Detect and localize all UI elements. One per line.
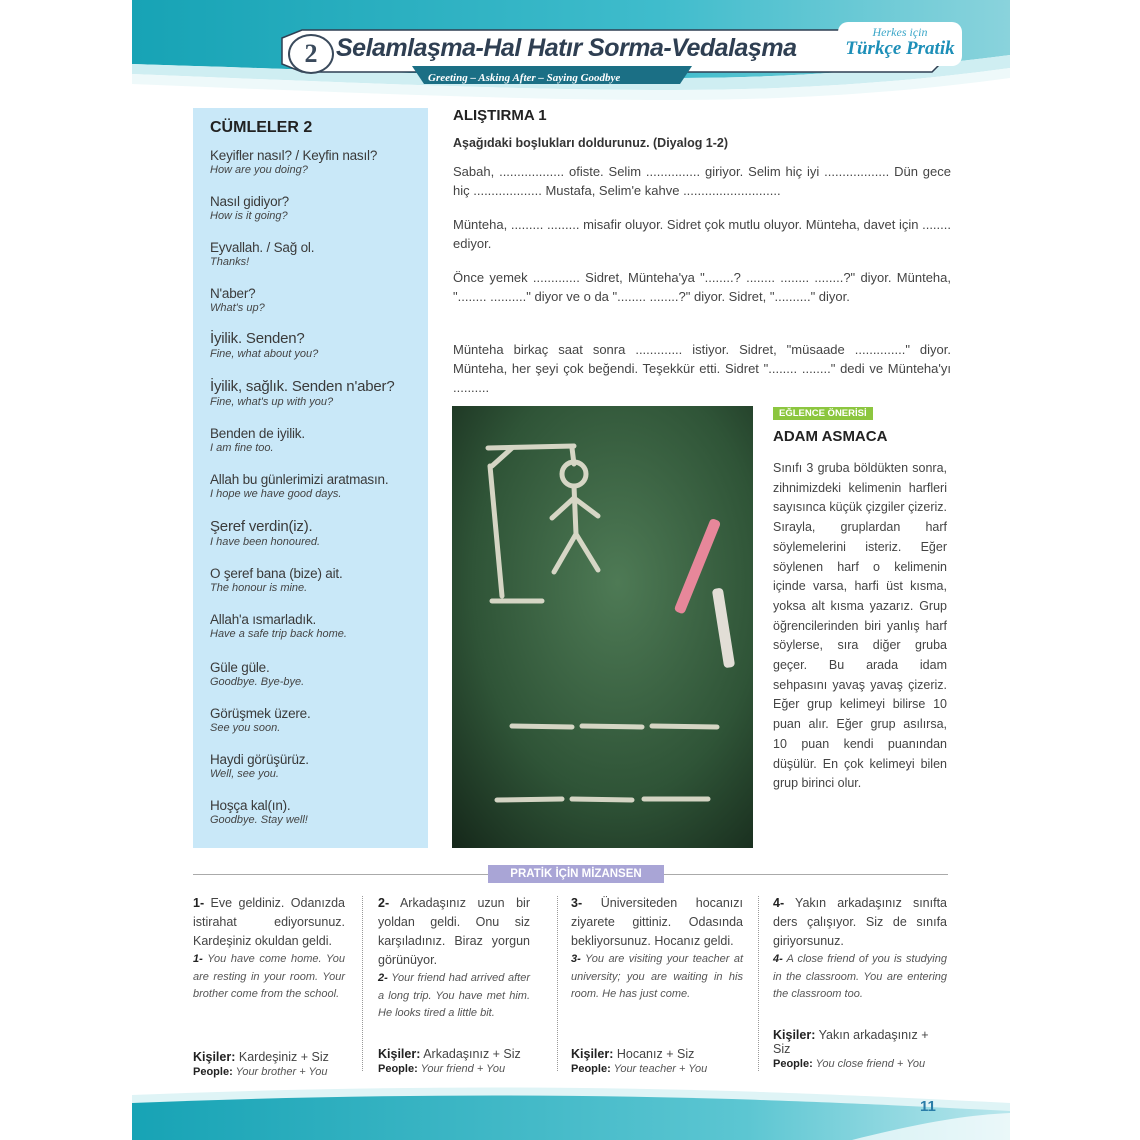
people-label-en: People: [193,1066,233,1078]
scene-en-number: 2- [378,972,388,984]
people-label-en: People: [378,1063,418,1075]
exercise-instruction: Aşağıdaki boşlukları doldurunuz. (Diyalog 1-2) [453,136,729,150]
phrase-turkish: Hoşça kal(ın). [210,798,291,813]
phrase-english: Goodbye. Bye-bye. [210,676,305,688]
scene-number: 2- [378,896,390,910]
phrase-english: What's up? [210,302,265,314]
phrase-turkish: İyilik, sağlık. Senden n'aber? [210,378,395,395]
phrase-turkish: Şeref verdin(iz). [210,518,313,535]
people-english: Your friend + You [420,1063,506,1075]
people-turkish: Kardeşiniz + Siz [238,1050,329,1064]
page-number: 11 [920,1098,936,1115]
exercise-paragraph: Münteha, ......... ......... misafir oluyor. Sidret çok mutlu oluyor. Münteha, davet için ........ ediyor. [453,217,951,251]
phrase-english: Goodbye. Stay well! [210,814,308,826]
phrase-turkish: Güle güle. [210,660,270,675]
phrase-item [210,286,265,314]
exercise-paragraph: Münteha birkaç saat sonra ............. istiyor. Sidret, "müsaade .............." diyor. Münteha, her şeyi çok beğendi. Teşekkür etti. Sidret "........ ........" dedi ve Münteha'yı .......... [453,342,951,395]
people-english: Your teacher + You [613,1063,708,1075]
phrase-english: Have a safe trip back home. [210,628,347,640]
phrase-item [210,194,289,222]
phrase-turkish: Allah bu günlerimizi aratmasın. [210,472,389,487]
footer-wave-graphic [132,1085,1010,1140]
column-divider [557,896,559,1071]
scene-english: A close friend of you is studying in the classroom. You are entering the classroom too. [773,953,947,1000]
people-label-tr: Kişiler: [193,1050,236,1064]
phrase-turkish: Eyvallah. / Sağ ol. [210,240,315,255]
phrase-english: I am fine too. [210,442,274,454]
phrase-item [210,798,308,826]
phrase-item [210,426,305,454]
scene-item [571,894,743,1004]
scene-item [773,894,947,1004]
phrase-english: Fine, what's up with you? [210,396,334,408]
phrase-turkish: Görüşmek üzere. [210,706,311,721]
phrases-panel [193,108,428,848]
scene-item [378,894,530,1023]
phrase-item [210,566,343,594]
phrase-english: Fine, what about you? [210,348,319,360]
people-turkish: Hocanız + Siz [616,1047,695,1061]
phrase-item [210,518,320,548]
phrase-item [210,472,388,500]
fun-title: ADAM ASMACA [773,428,888,445]
people-label-tr: Kişiler: [773,1028,816,1042]
scene-en-number: 1- [193,953,203,965]
brand-logo [838,22,962,66]
scene-people [193,1050,329,1078]
scenes-title: PRATİK İÇİN MİZANSEN [488,865,664,883]
brand-line2: Türkçe Pratik [845,38,955,59]
phrase-item [210,612,347,640]
phrase-turkish: O şeref bana (bize) ait. [210,566,343,581]
phrase-english: Well, see you. [210,768,279,780]
phrase-english: I have been honoured. [210,536,321,548]
chapter-number: 2 [288,34,334,74]
phrase-english: Thanks! [210,256,250,268]
people-turkish: Yakın arkadaşınız + Siz [773,1028,929,1056]
fun-badge: EĞLENCE ÖNERİSİ [773,407,873,420]
phrase-turkish: Benden de iyilik. [210,426,305,441]
people-english: Your brother + You [235,1066,328,1078]
scene-number: 1- [193,896,205,910]
scene-turkish: Arkadaşınız uzun bir yoldan geldi. Onu siz karşıladınız. Biraz yorgun görünüyor. [378,896,530,967]
scene-english: You are visiting your teacher at university; you are waiting in his room. He has just come. [571,953,744,1000]
scene-turkish: Yakın arkadaşınız sınıfta ders çalışıyor. Siz de sınıfa giriyorsunuz. [773,896,947,948]
column-divider [758,896,760,1071]
phrase-english: I hope we have good days. [210,488,342,500]
scene-people [571,1047,707,1075]
people-english: You close friend + You [815,1058,926,1070]
chapter-subtitle: Greeting – Asking After – Saying Goodbye [428,72,621,84]
phrase-item [210,330,318,360]
exercise-paragraph: Sabah, .................. ofiste. Selim ............... giriyor. Selim hiç iyi .................. Dün gece hiç ................... Mustafa, Selim'e kahve ........................... [453,164,951,198]
scene-turkish: Üniversiteden hocanızı ziyarete gittiniz. Odasında bekliyorsunuz. Hocanız geldi. [571,896,743,948]
scene-people [773,1028,947,1070]
scene-en-number: 3- [571,953,581,965]
phrase-english: See you soon. [210,722,281,734]
phrase-english: How are you doing? [210,164,308,176]
scene-english: You have come home. You are resting in your room. Your brother come from the school. [193,953,346,1000]
phrase-item [210,240,314,268]
phrase-item [210,378,394,408]
phrase-item [210,660,304,688]
people-label-tr: Kişiler: [571,1047,614,1061]
brand-line1: Herkes için [872,25,928,39]
fun-text: Sınıfı 3 gruba böldükten sonra, zihnimizdeki kelimenin harfleri sayısınca küçük çizgiler çizeriz. Sırayla, gruplardan harf söylemelerini isteriz. Eğer söylenen harf o kelimenin içinde varsa, harfi üst kısma, yoksa alt kısma yazarız. Grup öğrencilerinden biri yanlış harf söylerse, sıra diğer gruba geçer. Bu arada idam sehpasını yavaş yavaş çizeriz. Eğer grup kelimeyi bilirse 10 puan alır. Eğer grup asılırsa, 10 puan kendi puanından düşülür. En çok kelimeyi bilen grup birinci olur. [773,461,947,791]
chapter-title: Selamlaşma-Hal Hatır Sorma-Vedalaşma [336,34,797,62]
phrase-turkish: İyilik. Senden? [210,330,305,347]
people-turkish: Arkadaşınız + Siz [423,1047,521,1061]
phrase-item [210,706,311,734]
scene-en-number: 4- [773,953,783,965]
scene-number: 3- [571,896,583,910]
hangman-chalkboard-photo [452,406,753,848]
column-divider [362,896,364,1071]
scene-english: Your friend had arrived after a long trip. You have met him. He looks tired a little bit. [378,972,531,1019]
scene-people [378,1047,521,1075]
phrase-turkish: Haydi görüşürüz. [210,752,309,767]
phrase-english: How is it going? [210,210,288,222]
people-label-en: People: [773,1058,813,1070]
phrase-turkish: Allah'a ısmarladık. [210,612,317,627]
phrases-title: CÜMLELER 2 [210,119,313,136]
phrase-item [210,148,377,176]
phrase-item [210,752,309,780]
scene-item [193,894,345,1004]
phrase-turkish: Keyifler nasıl? / Keyfin nasıl? [210,148,378,163]
phrase-english: The honour is mine. [210,582,308,594]
people-label-tr: Kişiler: [378,1047,421,1061]
phrase-turkish: N'aber? [210,286,256,301]
people-label-en: People: [571,1063,611,1075]
phrase-turkish: Nasıl gidiyor? [210,194,289,209]
scene-number: 4- [773,896,785,910]
scene-turkish: Eve geldiniz. Odanızda istirahat ediyorsunuz. Kardeşiniz okuldan geldi. [193,896,345,948]
exercise-paragraph: Önce yemek ............. Sidret, Münteha'ya "........? ........ ........ ........?" diyor. Münteha, "........ .........." diyor ve o da "........ ........?" diyor. Sidret, ".........." diyor. [453,270,951,304]
exercise-title: ALIŞTIRMA 1 [453,107,547,124]
